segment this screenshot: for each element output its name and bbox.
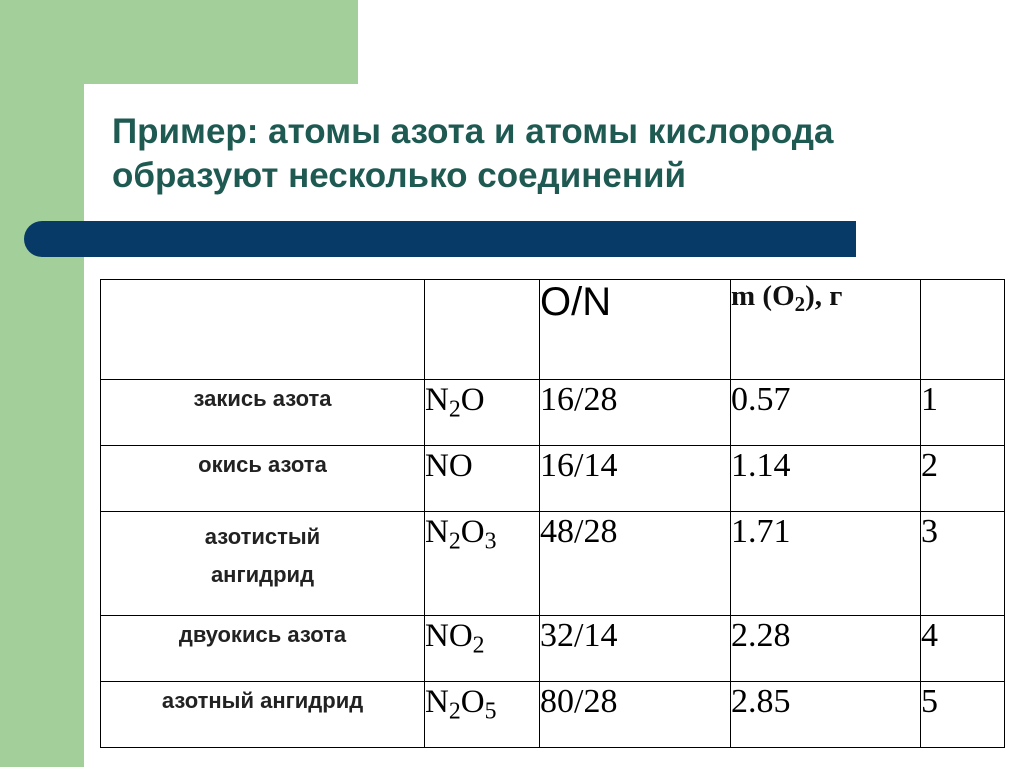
ratio-value: 16/14: [540, 446, 731, 512]
header-empty-formula: [425, 280, 540, 380]
formula-element: O: [460, 514, 485, 550]
row-number: 4: [921, 616, 1005, 682]
compound-name: закись азота: [101, 380, 425, 446]
compound-formula: [425, 380, 540, 446]
compound-formula: [425, 616, 540, 682]
row-number: 1: [921, 380, 1005, 446]
ratio-value: 48/28: [540, 512, 731, 616]
slide-title: [112, 110, 1002, 198]
formula-element: NO: [425, 448, 473, 484]
compound-name: азотный ангидрид: [101, 682, 425, 748]
compound-formula: [425, 446, 540, 512]
slide-title-line1: Пример: атомы азота и атомы кислорода: [112, 112, 834, 151]
header-mass: [731, 280, 921, 380]
formula-subscript: 2: [448, 396, 461, 423]
title-underline-bar: [24, 221, 856, 257]
table-header-row: [101, 280, 1005, 380]
header-ratio: O/N: [540, 280, 731, 380]
formula-element: NO: [425, 618, 473, 654]
formula-element: O: [460, 684, 485, 720]
header-mass-sub: 2: [794, 291, 806, 316]
table-row: [101, 380, 1005, 446]
formula-element: N: [425, 382, 449, 418]
mass-value: 0.57: [731, 380, 921, 446]
header-empty-name: [101, 280, 425, 380]
formula-subscript: 2: [448, 698, 461, 725]
row-number: 3: [921, 512, 1005, 616]
table-row: [101, 512, 1005, 616]
formula-subscript: 2: [472, 632, 485, 659]
table-row: [101, 616, 1005, 682]
formula-element: N: [425, 514, 449, 550]
ratio-value: 80/28: [540, 682, 731, 748]
header-mass-prefix: m (O: [731, 280, 795, 312]
row-number: 5: [921, 682, 1005, 748]
table-row: [101, 446, 1005, 512]
formula-subscript: 5: [484, 698, 497, 725]
mass-value: 2.85: [731, 682, 921, 748]
compound-formula: [425, 682, 540, 748]
compounds-table: [100, 279, 1005, 748]
mass-value: 1.71: [731, 512, 921, 616]
compound-name: окись азота: [101, 446, 425, 512]
header-empty-number: [921, 280, 1005, 380]
ratio-value: 16/28: [540, 380, 731, 446]
row-number: 2: [921, 446, 1005, 512]
mass-value: 2.28: [731, 616, 921, 682]
table-row: [101, 682, 1005, 748]
formula-element: O: [460, 382, 485, 418]
background-green-side: [0, 0, 84, 767]
header-mass-suffix: ), г: [805, 280, 843, 312]
formula-element: N: [425, 684, 449, 720]
formula-subscript: 3: [484, 528, 497, 555]
mass-value: 1.14: [731, 446, 921, 512]
compound-formula: [425, 512, 540, 616]
compound-name: азотистый ангидрид: [101, 512, 425, 616]
compound-name: двуокись азота: [101, 616, 425, 682]
slide-title-line2: образуют несколько соединений: [112, 156, 687, 195]
formula-subscript: 2: [448, 528, 461, 555]
ratio-value: 32/14: [540, 616, 731, 682]
